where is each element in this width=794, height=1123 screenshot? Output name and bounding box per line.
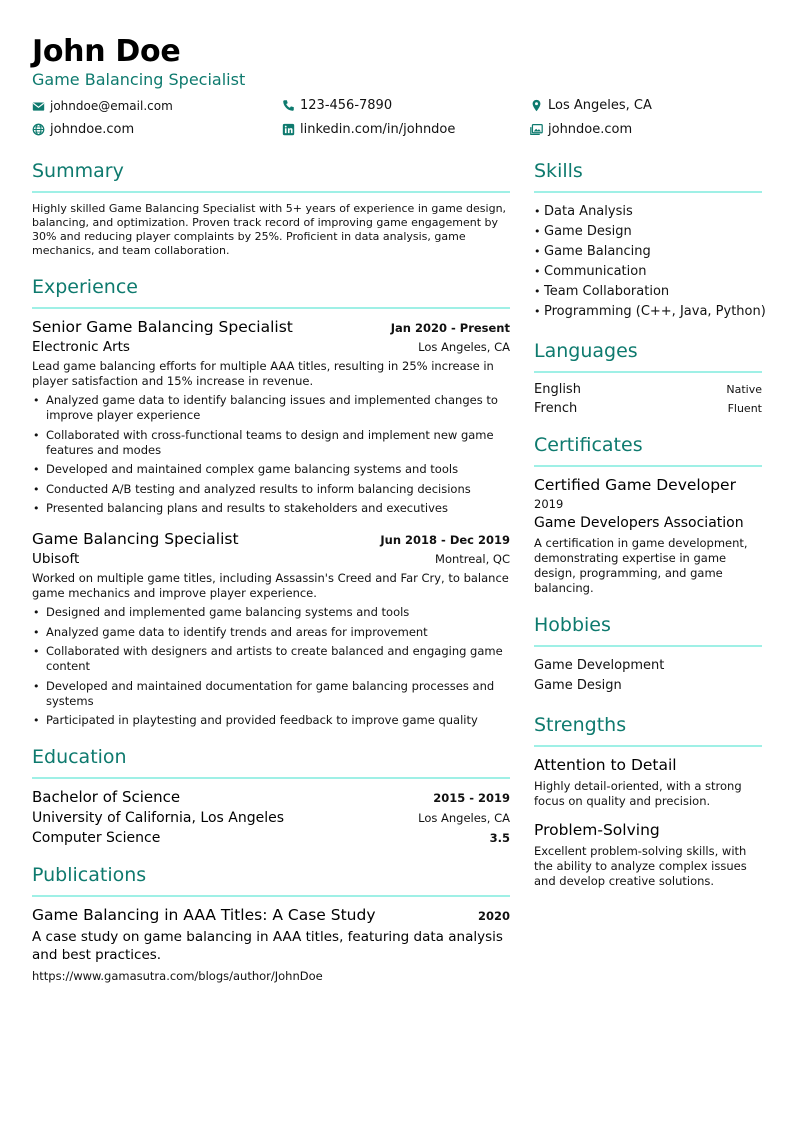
job-bullet: • Analyzed game data to identify balancing issues and implemented changes to improve player experience — [32, 393, 510, 423]
job-bullet: • Developed and maintained documentation for game balancing processes and systems — [32, 679, 510, 709]
phone-icon — [282, 99, 295, 112]
job-company: Electronic Arts — [32, 339, 130, 355]
portfolio-text: johndoe.com — [548, 122, 633, 137]
skill-item: • Data Analysis — [534, 202, 762, 222]
gpa: 3.5 — [489, 831, 510, 845]
linkedin-icon — [282, 123, 295, 136]
job-bullet: • Participated in playtesting and provided feedback to improve game quality — [32, 713, 510, 728]
strength-item — [534, 821, 762, 889]
skill-item: • Game Design — [534, 222, 762, 242]
job-description: Worked on multiple game titles, including Assassin's Creed and Far Cry, to balance game mechanics and improve player experience. — [32, 571, 509, 600]
skill-item: • Programming (C++, Java, Python) — [534, 302, 762, 322]
job-dates: Jun 2018 - Dec 2019 — [380, 533, 510, 547]
hobby-item: Game Design — [534, 678, 622, 693]
candidate-name: John Doe — [32, 34, 181, 69]
map-pin-icon — [530, 99, 543, 112]
job-description: Lead game balancing efforts for multiple AAA titles, resulting in 25% increase in player satisfaction and 15% increase in revenue. — [32, 359, 494, 388]
languages-section — [534, 340, 762, 416]
job-company: Ubisoft — [32, 551, 80, 567]
strength-description: Excellent problem-solving skills, with the ability to analyze complex issues and develop creative solutions. — [534, 844, 747, 888]
education-heading: Education — [32, 746, 510, 779]
portfolio-icon — [530, 123, 543, 136]
job-title: Game Balancing Specialist — [32, 530, 239, 548]
hobbies-section — [534, 614, 762, 696]
globe-icon — [32, 123, 45, 136]
location-text: Los Angeles, CA — [548, 98, 652, 113]
language-item — [534, 401, 762, 416]
certificates-section — [534, 434, 762, 596]
job-entry — [32, 530, 510, 728]
summary-heading: Summary — [32, 160, 510, 193]
skills-section — [534, 160, 766, 322]
contact-phone[interactable] — [282, 98, 392, 113]
publication-description: A case study on game balancing in AAA titles, featuring data analysis and best practices. — [32, 929, 503, 963]
contact-email[interactable] — [32, 99, 173, 113]
education-section — [32, 746, 510, 846]
skill-item: • Game Balancing — [534, 242, 762, 262]
website-text: johndoe.com — [50, 122, 135, 137]
language-name: English — [534, 382, 581, 397]
degree: Bachelor of Science — [32, 788, 181, 806]
job-bullet: • Analyzed game data to identify trends and areas for improvement — [32, 625, 510, 640]
summary-text: Highly skilled Game Balancing Specialist with 5+ years of experience in game design, balancing, and optimization. Proven track record of improving game engagement by 30% and reducing player complaints by 25%. Proficient in data analysis, game mechanics, and team collaboration. — [32, 202, 507, 257]
job-location: Montreal, QC — [435, 552, 510, 566]
job-dates: Jan 2020 - Present — [390, 321, 510, 335]
language-item — [534, 382, 762, 397]
skills-heading: Skills — [534, 160, 762, 193]
school: University of California, Los Angeles — [32, 810, 285, 826]
contact-location — [530, 98, 652, 113]
job-bullet: • Developed and maintained complex game balancing systems and tools — [32, 462, 510, 477]
linkedin-text: linkedin.com/in/johndoe — [300, 122, 456, 137]
hobbies-heading: Hobbies — [534, 614, 762, 647]
job-entry — [32, 318, 510, 516]
strength-description: Highly detail-oriented, with a strong focus on quality and precision. — [534, 779, 742, 808]
strengths-section — [534, 714, 762, 889]
certificate-org: Game Developers Association — [534, 515, 744, 531]
skill-item: • Communication — [534, 262, 762, 282]
job-bullets — [32, 393, 510, 516]
certificate-year: 2019 — [534, 497, 564, 511]
field-of-study: Computer Science — [32, 830, 161, 846]
job-title: Senior Game Balancing Specialist — [32, 318, 293, 336]
hobby-item: Game Development — [534, 658, 665, 673]
job-bullet: • Collaborated with cross-functional teams to design and implement new game features and modes — [32, 428, 510, 458]
education-dates: 2015 - 2019 — [433, 791, 510, 805]
job-bullets — [32, 605, 510, 728]
candidate-title: Game Balancing Specialist — [32, 70, 246, 89]
job-bullet: • Presented balancing plans and results to stakeholders and executives — [32, 501, 510, 516]
language-name: French — [534, 401, 578, 416]
strength-name: Problem-Solving — [534, 821, 660, 839]
languages-heading: Languages — [534, 340, 762, 373]
contact-linkedin[interactable] — [282, 122, 455, 137]
publication-link[interactable]: https://www.gamasutra.com/blogs/author/JohnDoe — [32, 969, 323, 983]
job-bullet: • Conducted A/B testing and analyzed results to inform balancing decisions — [32, 482, 510, 497]
job-bullet: • Designed and implemented game balancing systems and tools — [32, 605, 510, 620]
contact-website[interactable] — [32, 122, 134, 137]
experience-heading: Experience — [32, 276, 510, 309]
strength-name: Attention to Detail — [534, 756, 677, 774]
strengths-heading: Strengths — [534, 714, 762, 747]
publications-section — [32, 864, 510, 983]
left-column — [32, 160, 510, 1001]
right-column — [534, 160, 766, 907]
job-bullet: • Collaborated with designers and artists to create balanced and engaging game content — [32, 644, 510, 674]
phone-text: 123-456-7890 — [300, 98, 393, 113]
language-level: Fluent — [727, 402, 762, 415]
contact-portfolio[interactable] — [530, 122, 632, 137]
language-level: Native — [726, 383, 762, 396]
email-text: johndoe@email.com — [50, 99, 173, 113]
strength-item — [534, 756, 762, 809]
experience-section — [32, 276, 510, 728]
certificate-description: A certification in game development, demonstrating expertise in game design, programming, and game balancing. — [534, 536, 748, 595]
job-location: Los Angeles, CA — [418, 340, 510, 354]
skills-list — [534, 202, 766, 322]
publication-year: 2020 — [477, 909, 510, 923]
school-location: Los Angeles, CA — [418, 811, 510, 825]
publications-heading: Publications — [32, 864, 510, 897]
summary-section — [32, 160, 510, 258]
certificates-heading: Certificates — [534, 434, 762, 467]
publication-title: Game Balancing in AAA Titles: A Case Study — [32, 906, 376, 924]
skill-item: • Team Collaboration — [534, 282, 762, 302]
envelope-icon — [32, 100, 45, 113]
certificate-name: Certified Game Developer — [534, 476, 736, 494]
